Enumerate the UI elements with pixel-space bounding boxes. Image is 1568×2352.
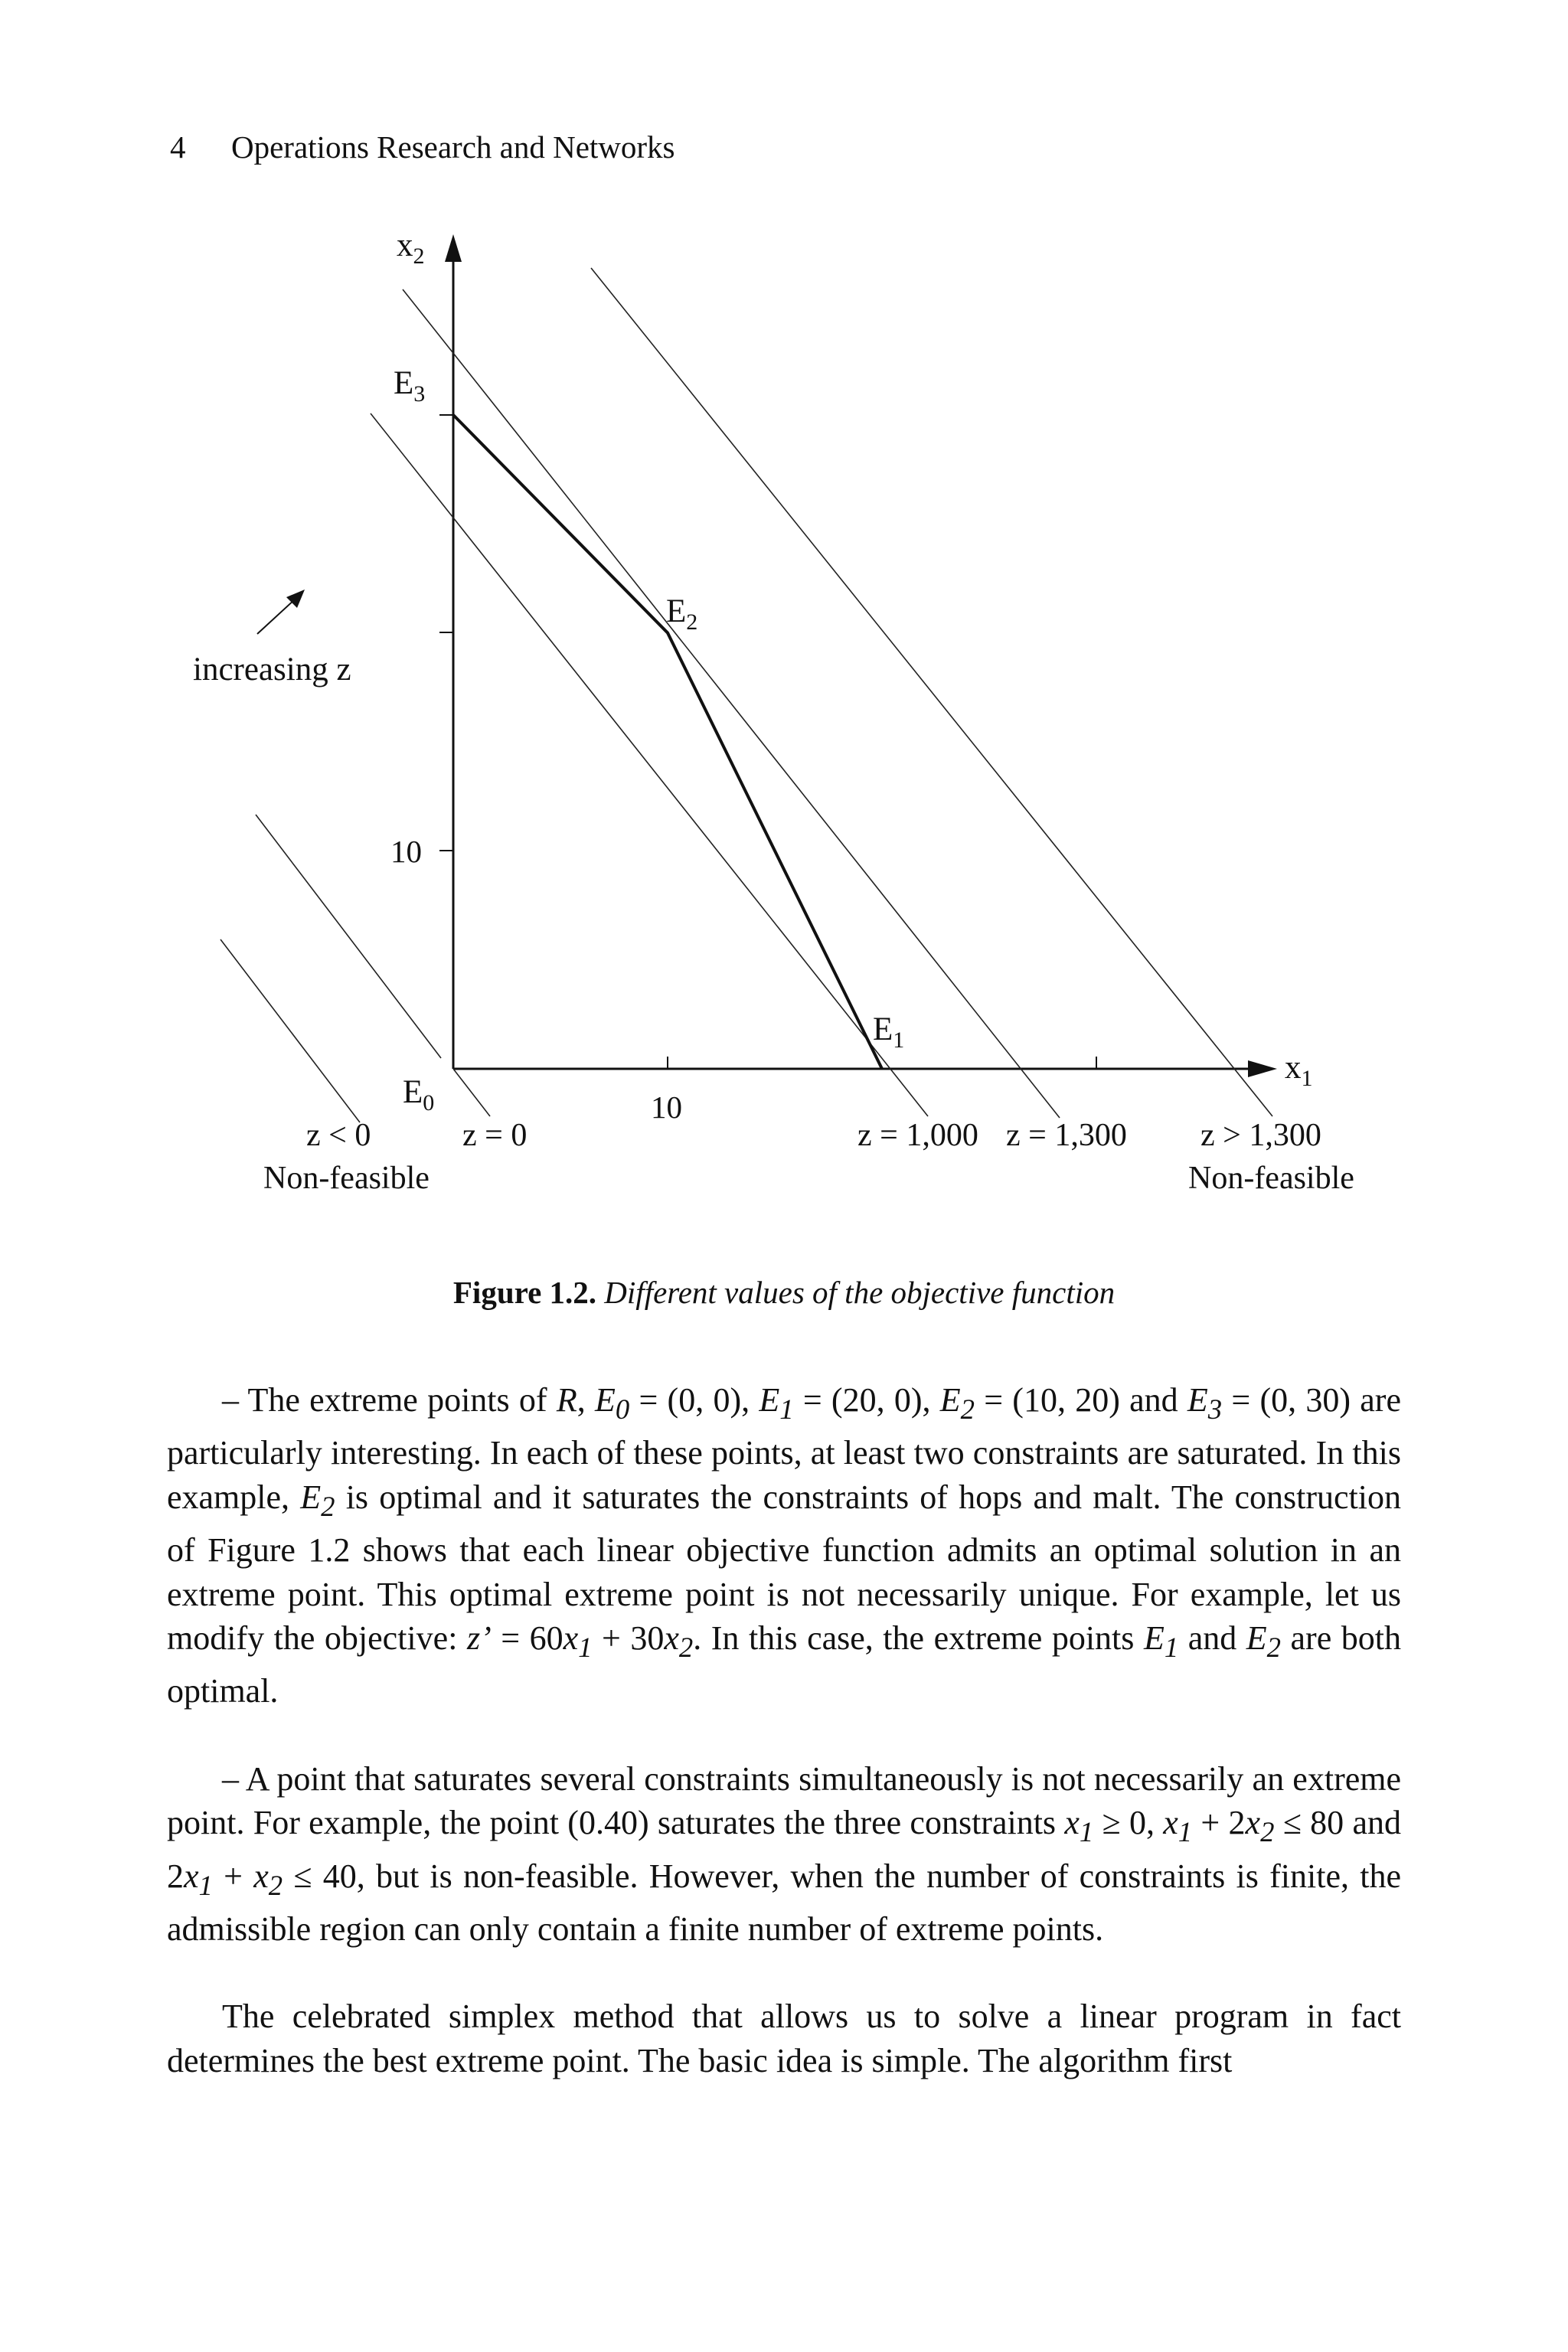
isoline-label-z-1300: z = 1,300 [1006,1118,1127,1153]
text-run: ≤ 80 and 2 [167,1804,1401,1895]
caption-label: Figure 1.2. [452,1275,597,1310]
increasing-z-label: increasing z [193,652,351,688]
isoline-z-zero [371,413,482,1116]
x2-tick-label: 10 [390,834,422,869]
nonfeasible-left-label: Non-feasible [263,1161,430,1196]
math-var: x [253,1857,269,1895]
point-label-E0: $E_0$ [403,1074,435,1116]
isoline-label-z-zero: z = 0 [462,1118,528,1153]
nonfeasible-right-label: Non-feasible [1188,1161,1354,1196]
math-var: x [184,1857,199,1895]
x1-axis-arrow-icon [1248,1060,1277,1077]
text-run: are both optimal. [167,1619,1401,1710]
page-number: 4 [170,129,186,165]
math-var: x [1163,1804,1178,1842]
isoline-z-1000 [403,289,1060,1118]
math-sub: 2 [321,1490,335,1522]
body-text [167,1378,1401,2126]
math-var: x [1064,1804,1080,1842]
x1-axis-label [1285,1050,1313,1091]
text-run: . In this case, the extreme points [693,1619,1144,1658]
math-var: E [300,1478,322,1516]
text-run: + 30 [592,1619,665,1658]
math-var: E [1143,1619,1165,1658]
math-sub: 2 [1260,1816,1275,1848]
paragraph-extreme-points [167,1378,1401,1713]
math-sub: 2 [1266,1631,1281,1663]
text-run: is optimal and it saturates the constraints of hops and malt. The construction of Figure 1.2 shows that each linear objective function admits an optimal solution in an extreme point. This optimal extreme point is not necessarily unique. For example, let us modify the objective: [167,1478,1402,1658]
math-sub: 1 [1079,1816,1094,1848]
math-var: E [939,1381,961,1419]
math-sub: 3 [1207,1393,1223,1425]
isoline-z-1300 [591,268,1272,1116]
point-label-E3: $E_3$ [394,365,426,407]
text-run: + 2 [1192,1804,1246,1842]
text-run: = (0, 30) are particularly interesting. In each of these points, at least two constraints are saturated. In this example, [167,1381,1401,1516]
isoline-z-neg-2 [220,939,360,1122]
math-sub: 2 [678,1631,694,1663]
text-run: and [1178,1619,1246,1658]
math-var: E [1246,1619,1267,1658]
isoline-label-z-pos: z > 1,300 [1200,1118,1321,1153]
increasing-z-arrow [257,599,296,634]
isoline-label-z-1000: z = 1,000 [858,1118,978,1153]
x1-label-text: $x_1$ [1285,1050,1313,1091]
text-run: = 60 [491,1619,564,1658]
math-sub: 1 [1164,1631,1179,1663]
text-run: , [577,1381,595,1419]
point-label-E1: $E_1$ [873,1011,905,1053]
math-sub: 1 [779,1393,794,1425]
math-var: x [563,1619,579,1658]
text-run: ≥ 0, [1093,1804,1164,1842]
text-run: – A point that saturates several constraints simultaneously is not necessarily an extreme point. For example, the point (0.40) saturates the three constraints [167,1759,1401,1842]
caption-title: Different values of the objective function [604,1275,1116,1310]
text-run: – The extreme points of [222,1381,557,1419]
math-sub: 1 [198,1869,213,1901]
running-title: Operations Research and Networks [231,129,675,165]
math-sub: 2 [268,1869,283,1901]
text-run: = (10, 20) and [974,1381,1187,1419]
x1-tick-label: 10 [651,1089,682,1125]
math-var: E [594,1381,616,1419]
feasible-region-boundary [453,415,882,1069]
text-run: = (20, 0), [793,1381,940,1419]
math-sub: 1 [1178,1816,1193,1848]
figure-caption [0,1274,1568,1311]
isoline-label-z-neg: z < 0 [306,1118,371,1153]
math-var: x [1245,1804,1261,1842]
math-var: E [1187,1381,1208,1419]
math-var: z’ [466,1619,492,1658]
math-var: x [664,1619,679,1658]
text-run: = (0, 0), [629,1381,760,1419]
math-sub: 2 [960,1393,975,1425]
isoline-z-origin [453,1069,490,1116]
paragraph-simplex: The celebrated simplex method that allows us to solve a linear program in fact determines the best extreme point. The basic idea is simple. The algorithm first [167,1998,1401,2079]
x2-label-text: $x_2$ [397,227,425,269]
text-run: + [212,1857,254,1895]
point-label-E2: $E_2$ [666,593,698,635]
text-run: ≤ 40, but is non-feasible. However, when the number of constraints is finite, the admissible region can only contain a finite number of extreme points. [167,1857,1401,1948]
math-var: E [759,1381,780,1419]
paragraph-saturating-points [167,1757,1401,1952]
math-sub: 0 [615,1393,630,1425]
math-sub: 1 [578,1631,593,1663]
x2-axis-label [397,227,425,269]
math-var: R [556,1381,577,1419]
x2-axis-arrow-icon [445,234,462,262]
